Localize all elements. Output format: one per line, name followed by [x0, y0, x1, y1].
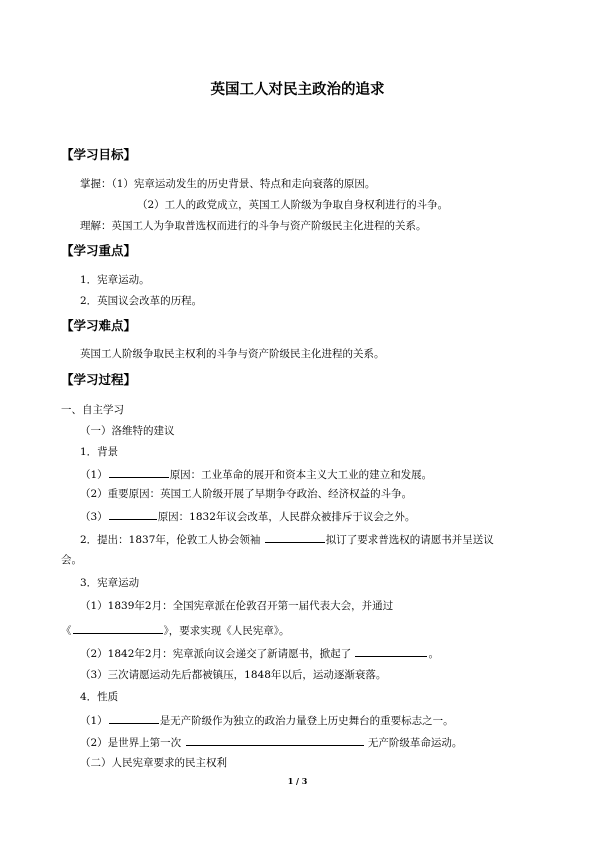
fill-blank[interactable]: [186, 734, 364, 746]
goals-line-3: 理解：英国工人为争取普选权而进行的斗争与资产阶级民主化进程的关系。: [80, 220, 427, 232]
nature-1: [80, 712, 454, 728]
item-nature: 4．性质: [80, 691, 119, 703]
nature-1-prefix: （1）: [80, 715, 108, 727]
item-proposal: [80, 531, 494, 547]
chartism-1: （1）1839年2月：全国宪章派在伦敦召开第一届代表大会，并通过: [80, 600, 394, 612]
page-title: 英国工人对民主政治的追求: [210, 81, 385, 98]
difficult-text: 英国工人阶级争取民主权利的斗争与资产阶级民主化进程的关系。: [80, 348, 385, 360]
key-item-2: 2．英国议会改革的历程。: [80, 295, 203, 307]
chartism-1-cont: [61, 622, 290, 638]
page-number: 1 / 3: [287, 776, 308, 786]
proposal-prefix: 2．提出：1837年，伦敦工人协会领袖: [80, 534, 261, 546]
background-1: [80, 466, 432, 482]
nature-2-text: 无产阶级革命运动。: [367, 737, 463, 749]
nature-2: [80, 734, 462, 750]
background-3-prefix: （3）: [80, 511, 108, 523]
part-self-study: 一、自主学习: [61, 404, 124, 416]
background-1-prefix: （1）: [80, 469, 108, 481]
chartism-1-open-quote: 《: [61, 625, 72, 637]
background-3-text: 原因：1832年议会改革，人民群众被排斥于议会之外。: [157, 511, 416, 523]
chartism-2-text: （2）1842年2月：宪章派向议会递交了新请愿书，掀起了: [80, 648, 352, 660]
fill-blank[interactable]: [109, 508, 157, 520]
nature-2-prefix: （2）是世界上第一次: [80, 737, 182, 749]
chartism-1-text: 》，要求实现《人民宪章》。: [163, 625, 290, 637]
chartism-3: （3）三次请愿运动先后都被镇压，1848年以后，运动逐渐衰落。: [80, 669, 387, 681]
proposal-continued: 会。: [61, 554, 82, 566]
background-1-text: 原因：工业革命的展开和资本主义大工业的建立和发展。: [169, 469, 433, 481]
background-3: [80, 508, 415, 524]
goals-line-2: （2）工人的政党成立，英国工人阶级为争取自身权利进行的斗争。: [137, 199, 449, 211]
chartism-2-end: 。: [428, 648, 439, 660]
sub-lovett: （一）洛维特的建议: [80, 425, 175, 437]
sub-people-charter: （二）人民宪章要求的民主权利: [80, 757, 227, 769]
heading-goals: 【学习目标】: [61, 147, 137, 162]
fill-blank[interactable]: [73, 622, 163, 634]
fill-blank[interactable]: [109, 466, 169, 478]
heading-process: 【学习过程】: [61, 372, 137, 387]
fill-blank[interactable]: [265, 531, 325, 543]
key-item-1: 1．宪章运动。: [80, 274, 150, 286]
item-background: 1．背景: [80, 446, 119, 458]
chartism-2: [80, 645, 439, 661]
heading-difficult-points: 【学习难点】: [61, 318, 137, 333]
fill-blank[interactable]: [355, 645, 427, 657]
item-chartism: 3．宪章运动: [80, 577, 140, 589]
heading-key-points: 【学习重点】: [61, 243, 137, 258]
background-2: （2）重要原因：英国工人阶级开展了早期争夺政治、经济权益的斗争。: [80, 488, 413, 500]
proposal-text: 拟订了要求普选权的请愿书并呈送议: [325, 534, 494, 546]
nature-1-text: 是无产阶级作为独立的政治力量登上历史舞台的重要标志之一。: [159, 715, 454, 727]
fill-blank[interactable]: [109, 712, 159, 724]
goals-line-1: 掌握：（1）宪章运动发生的历史背景、特点和走向衰落的原因。: [80, 178, 376, 190]
